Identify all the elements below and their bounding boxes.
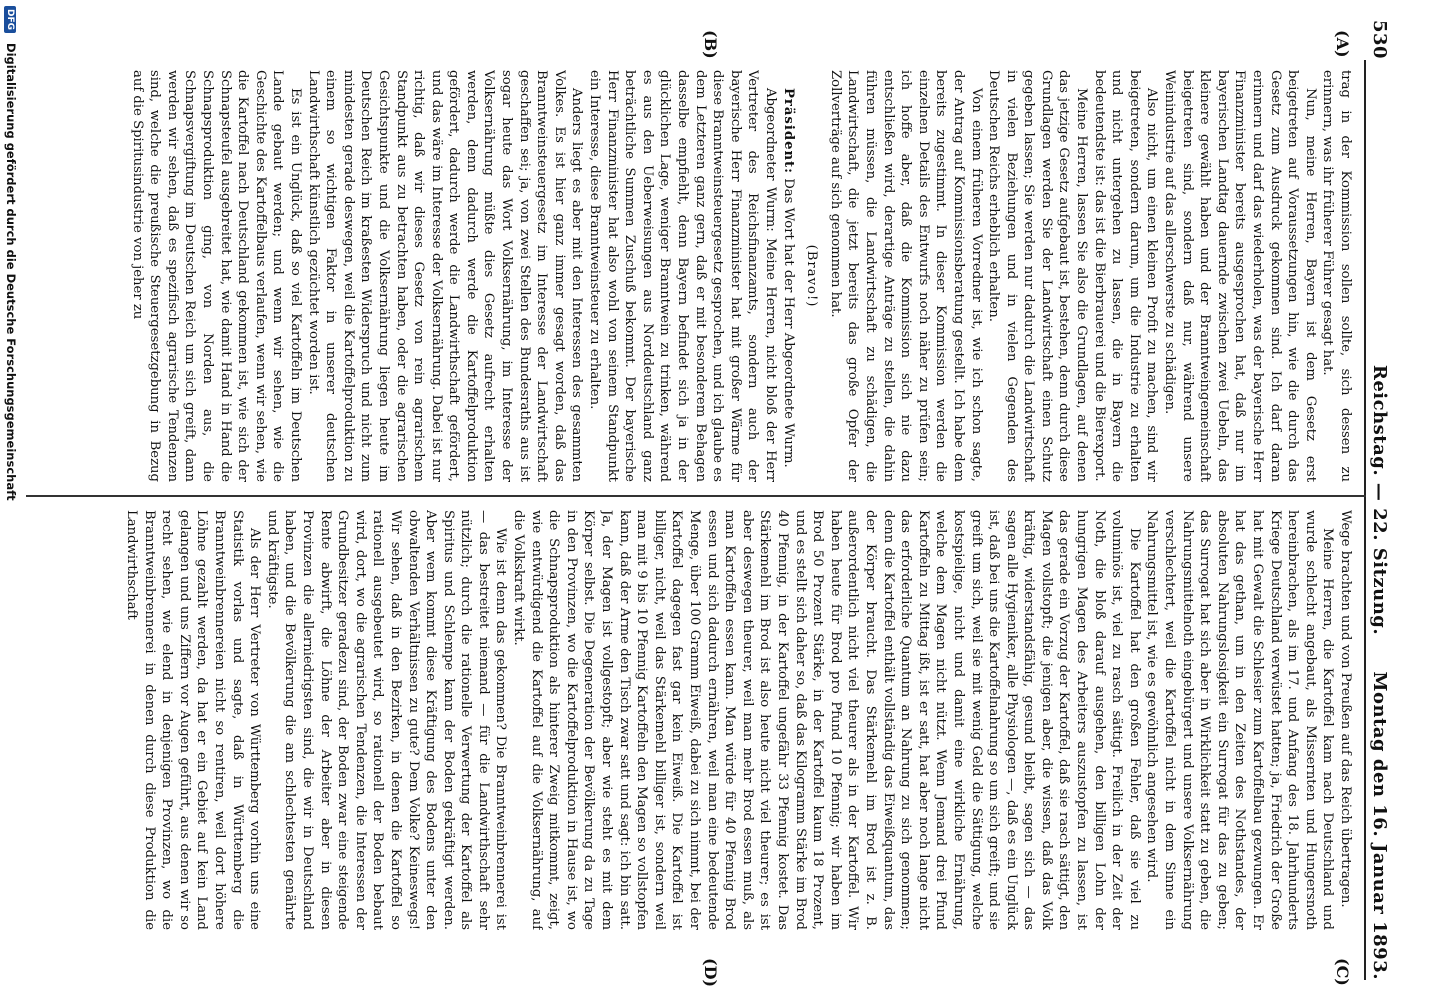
- header-title: Reichstag. — 22. Sitzung.: [1369, 364, 1390, 636]
- paragraph: Von einem früheren Vorredner ist, wie ich schon sagte, der Antrag auf Kommissionsberatung gestellt. Ich habe dem bereits zugestimmt. In dieser Kommission werden die einzelnen Details des Entwurfs noch näher zu prüfen sein; ich hoffe aber, daß die Kommission sich nie dazu entschließen wird, derartige Anträge zu stellen, die dahin führen müssen, die Landwirtschaft zu schädigen, die Landwirtschaft, die jetzt bereits das große Opfer der Zollverträge auf sich genommen hat.: [827, 70, 984, 482]
- margin-mark-d: (D): [701, 958, 720, 988]
- column-divider: [26, 495, 1366, 497]
- speaker-label: Präsident:: [780, 88, 796, 175]
- president-text: Das Wort hat der Herr Abgeordnete Wurm.: [780, 178, 796, 468]
- paragraph: Meine Herren, lassen Sie also die Grundlagen, auf denen das jetzige Gesetz aufgebaut ist, bestehen, denn durch diese Grundlagen werden Sie der Landwirtschaft einen Schutz gegeben lassen; Sie werden nur dadurch die Landwirtschaft in vielen Beziehungen und in vielen Gegenden des Deutschen Reichs erheblich erhalten.: [986, 70, 1090, 482]
- paragraph: Meine Herren, die Kartoffel kam nach Deutschland und wurde schlecht angebaut, als Missernten und Hungersnoth hereinbrachen, als im 17. und Anfang des 18. Jahrhunderts Kriege Deutschland verwüstet hatten; ja, Friedrich der Große hat mit Gewalt die Schlesier zum Kartoffelbau gezwungen. Er hat das gethan, um in den Zeiten des Nothstandes, der absoluten Nahrungslosigkeit ein Surrogat für das zu geben; das Surrogat hat sich aber in Wirklichkeit statt zu geben, die Nahrungsmittelnoth eingebürgert und unsere Volksernährung verschlechtert, weil die Kartoffel nicht in dem Sinne ein Nahrungsmittel ist, wie es gewöhnlich angesehen wird.: [1144, 510, 1336, 930]
- page-header: [1362, 20, 1390, 980]
- paragraph: Also nicht, um einen kleinen Profit zu machen, sind wir beigetreten, sondern darum, um die Industrie zu erhalten und nicht untergehen zu lassen, die in Bayern die bedeutendste ist: das ist die Bierbrauerei und die Bierexport.: [1091, 70, 1160, 482]
- paragraph: Als der Herr Vertreter von Württemberg vorhin uns eine Statistik vorlas und sagte, daß in Württemberg die Branntweinbrennereien nicht so rentiren, weil dort höhere Löhne gezahlt werden, da hat er ein Gebiet auf kein Land gelangen und uns Ziffern vor Augen geführt, aus denen wir so recht sehen, wie elend in denjenigen Provinzen, wo die Branntweinbrennerei in denen durch diese Produktion die Landwirthschaft: [124, 510, 263, 930]
- dfg-logo: DFG: [5, 6, 17, 33]
- left-column: [34, 70, 1354, 482]
- digitization-footer: [0, 0, 18, 1000]
- president-line: [779, 70, 797, 482]
- header-rule: [1364, 60, 1366, 980]
- page-number: 530: [1369, 20, 1390, 60]
- right-column: [34, 510, 1354, 930]
- paragraph: Abgeordneter Wurm: Meine Herren, nicht bloß der Herr Vertreter des Reichsfinanzamts, sondern auch der bayerische Herr Finanzminister hat mit großer Wärme für diese Branntweinsteuergesetz gesprochen, und ich glaube es dem Letzteren ganz gern, daß er mit besonderem Behagen dasselbe empfiehlt, denn Bayern befindet sich ja in der glücklichen Lage, weniger Branntwein zu trinken, während es aus den Ueberweisungen aus Norddeutschland ganz beträchtliche Summen Zuschuß bekommt. Der bayerische Herr Finanzminister hat also wohl von seinem Standpunkt ein Interesse, diese Branntweinsteuer zu erhalten.: [587, 70, 778, 482]
- paragraph: Wie ist denn das gekommen? Die Branntweinbrennerei ist — das bestreitet niemand — für die Landwirthschaft sehr nützlich; durch die rationelle Verwertung der Kartoffel als Spiritus und Schlempe kann der Boden gekräftigt werden. Aber wem kommt diese Kräftigung des Bodens unter den obwaltenden Verhältnissen zu gute? Dem Volke? Keineswegs! Wir sehen, daß in den Bezirken, in denen die Kartoffel so rationell ausgebeutet wird, so rationell der Boden bebaut wird, dort, wo die agrarischen Tendenzen, die Interessen der Grundbesitzer geradezu sind, der Boden zwar eine steigende Rente abwirft, die Löhne der Arbeiter aber in diesen Provinzen die allerniedrigsten sind, die wir in Deutschland haben, und die Bevölkerung die am schlechtesten genährte und kräftigste.: [264, 510, 509, 930]
- paragraph: Anders liegt es aber mit den Interessen des gesammten Volkes. Es ist hier ganz immer gesagt worden, daß das Branntweinsteuergesetz im Interesse der Landwirtschaft geschaffen sei; ja, von zwei Stellen des Bundesraths aus ist sogar heute das Wort Volksernährung, im Interesse der Volksernährung müßte dies Gesetz aufrecht erhalten werden, denn dadurch werde die Kartoffelproduktion gefördert, dadurch werde die Landwirthschaft gefördert, und das wäre im Interesse der Volksernährung. Dabei ist nur richtig, daß wir dieses Gesetz von rein agrarischem Standpunkt aus zu betrachten haben, oder die agrarischen Gesichtspunkte und die Volksernährung liegen heute im Deutschen Reich im kraßesten Widerspruch und nicht zum mindesten gerade deswegen, weil die Kartoffelproduktion zu einem so wichtigen Faktor in unserer deutschen Landwirthschaft künstlich gezüchtet worden ist.: [305, 70, 585, 482]
- paragraph: Die Kartoffel hat den großen Fehler, daß sie viel zu voluminös ist, viel zu rasch sättigt. Freilich in der Zeit der Noth, die bloß darauf ausgehen, den billigen Lohn der hungrigen Magen des Arbeiters auszustopfen zu lassen, ist das gerade ein Vorzug der Kartoffel, daß sie rasch sättigt, den Magen vollstopft; die jenigen aber, die wissen, daß das Volk kräftig, widerstandsfähig, gesund bleibt, sagen sich — das sagen alle Hygieniker, alle Physiologen —, daß es ein Unglück ist, daß bei uns die Kartoffelnahrung so um sich greift; und sie greift um sich, weil sie mit wenig Geld die Sättigung, welche kostspielige, nicht und damit eine wirkliche Ernährung, welche dem Magen nicht nützt. Wenn Jemand drei Pfund Kartoffeln zu Mittag ißt, ist er satt, hat aber noch lange nicht das erforderliche Quantum an Nahrung zu sich genommen; denn die Kartoffel enthält vollständig das Eiweißquantum, das der Körper braucht. Das Stärkemehl im Brod ist z. B. außerordentlich nicht viel theurer als in der Kartoffel. Wir haben heute für Brod pro Pfund 10 Pfennig; wir haben im Brod 50 Prozent Stärke, in der Kartoffel kaum 18 Prozent, und es stellt sich daher so, daß das Kilogramm Stärke im Brod 40 Pfennig, in der Kartoffel ungefähr 33 Pfennig kostet. Das Stärkemehl im Brod ist also heute nicht viel theurer; es ist aber deswegen theurer, weil man mehr Brod essen muß, als man Kartoffeln essen kann. Man würde für 40 Pfennig Brod essen und sich dadurch ernähren, weil man eine bedeutende Menge, über 100 Gramm Eiweiß, dabei zu sich nimmt, bei der Kartoffel dagegen fast gar kein Eiweiß. Die Kartoffel ist billiger, nicht, weil das Stärkemehl billiger ist, sondern weil man mit 9 bis 10 Pfennig Kartoffeln den Magen so vollstopfen kann, daß der Arme den Tisch zwar satt und sagt: ich bin satt. Ja, der Magen ist vollgestopft; aber wie steht es mit dem Körper selbst. Die Degeneration der Bevölkerung da zu Tage in den Provinzen, wo die Kartoffelproduktion in Hause ist, wo die Schnapsproduktion als hinterer Zweig mitkommt, zeigt, wie entwürdigend die Kartoffel auf die Volksernährung, auf die Volkskraft wirkt.: [511, 510, 1142, 930]
- paragraph: Wege brachten und von Preußen auf das Reich übertragen.: [1338, 510, 1353, 908]
- header-date: Montag den 16. Januar 1893.: [1369, 671, 1390, 980]
- margin-mark-b: (B): [701, 30, 720, 59]
- paragraph: Es ist ein Unglück, daß so viel Kartoffeln im Deutschen Lande gebaut werden; und wenn wir sehen, wie die Geschichte des Kartoffelbaus verlaufen, wenn wir sehen, wie die Kartoffel nach Deutschland gekommen ist, wie sich der Schnapsteufel ausgebreitet hat, wie damit Hand in Hand die Schnapsproduktion ging, von Norden aus, die Schnapsvergiftung im Deutschen Reich um sich greift, dann werden wir sehen, daß es spezifisch agrarische Tendenzen sind, welche die preußische Steuergesetzgebung in Bezug auf die Spiritusindustrie von jeher zu: [129, 70, 303, 482]
- paragraph: trag in der Kommission sollen sollte, sich dessen zu erinnern, was ihr früherer Führer gesagt hat.: [1320, 70, 1353, 482]
- margin-mark-a: (A): [1333, 30, 1352, 58]
- paragraph: Nun, meine Herren, Bayern ist dem Gesetz erst beigetreten auf Voraussetzungen hin, wie die durch das Gesetz zum Ausdruck gekommen sind. Ich darf daran erinnern und darf das wiederholen, was der bayerische Herr Finanzminister bereits ausgesprochen hat, daß nur im bayerischen Landtag dauernde zwischen zwei Uebeln, das kleinere gewählt haben und der Branntweingemeinschaft beigetreten sind, sondern daß nur, während unsere Weinindustrie auf das allerschwerste zu schädigen.: [1162, 70, 1318, 482]
- margin-mark-c: (C): [1333, 958, 1352, 986]
- applause-note: (Bravo!): [804, 244, 820, 308]
- footer-text: Digitalisierung gefördert durch die Deutsche Forschungsgemeinschaft: [4, 43, 18, 501]
